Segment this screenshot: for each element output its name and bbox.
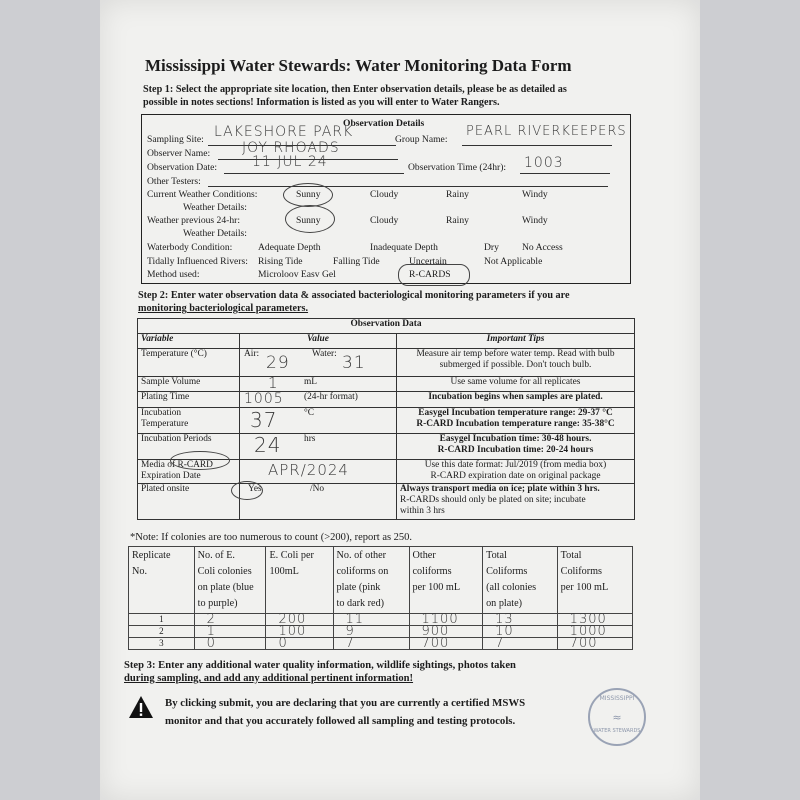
temperature-label: Temperature (°C) (138, 349, 240, 377)
yes-circle (231, 481, 263, 500)
weather-option-windy[interactable]: Windy (522, 189, 548, 200)
replicate-cell[interactable]: 100 (266, 626, 333, 638)
plating-time-cell[interactable] (240, 392, 397, 408)
replicates-header-6-line-2: per 100 mL (560, 582, 609, 593)
tidal-option-rising[interactable]: Rising Tide (258, 256, 303, 267)
replicates-header-1-line-2: on plate (blue (197, 582, 254, 593)
plating-time-tip: Incubation begins when samples are plated. (397, 392, 635, 408)
replicates-header-4-line-2: per 100 mL (412, 582, 461, 593)
incubation-period-unit: hrs (304, 434, 316, 444)
replicates-header-2-line-0: E. Coli per (269, 550, 314, 561)
replicates-header-0-line-0: Replicate (132, 550, 171, 561)
air-value[interactable]: 29 (266, 353, 290, 373)
rcards-circle (398, 264, 470, 286)
form-title: Mississippi Water Stewards: Water Monitoring Data Form (145, 56, 572, 75)
replicate-cell[interactable]: 7 (483, 638, 558, 650)
replicate-cell[interactable]: 200 (266, 614, 333, 626)
tidal-option-falling[interactable]: Falling Tide (333, 256, 380, 267)
media-expiration-cell[interactable] (240, 460, 397, 484)
seal-bottom-text: WATER STEWARDS (593, 728, 641, 734)
replicates-header-5-line-2: (all colonies (486, 582, 537, 593)
observation-time-value[interactable]: 1003 (524, 155, 564, 171)
incubation-period-value[interactable]: 24 (254, 433, 282, 457)
replicate-cell[interactable]: 1 (194, 626, 266, 638)
col-tips: Important Tips (397, 334, 635, 349)
incubation-period-label: Incubation Periods (138, 434, 240, 460)
replicates-header-0 (129, 547, 195, 614)
rcard-circle (170, 451, 230, 470)
replicate-number: 2 (129, 626, 195, 638)
replicates-header-5-line-0: Total (486, 550, 507, 561)
media-expiration-label-line1: Media of R-CARD (141, 460, 213, 470)
declaration-line1: By clicking submit, you are declaring that you are currently a certified MSWS (165, 697, 526, 709)
replicate-cell[interactable]: 13 (483, 614, 558, 626)
sample-volume-label: Sample Volume (138, 377, 240, 392)
plating-time-value[interactable]: 1005 (244, 391, 284, 407)
replicate-cell[interactable]: 9 (333, 626, 409, 638)
step1-instruction-line1: Step 1: Select the appropriate site location, then Enter observation details, please be as detailed as (143, 84, 567, 95)
incubation-period-tip-line2: R-CARD Incubation time: 20-24 hours (437, 445, 594, 455)
replicate-cell[interactable]: 0 (194, 638, 266, 650)
observation-date-label: Observation Date: (147, 162, 218, 173)
waterbody-option-no-access[interactable]: No Access (522, 242, 563, 253)
replicate-cell[interactable]: 900 (409, 626, 483, 638)
plated-onsite-label: Plated onsite (138, 484, 240, 520)
replicate-cell[interactable]: 10 (483, 626, 558, 638)
table-row (129, 638, 633, 650)
method-option-easygel[interactable]: Microloov Easv Gel (258, 269, 336, 280)
weather-details-label: Weather Details: (183, 202, 247, 213)
replicate-cell[interactable]: 11 (333, 614, 409, 626)
temperature-cell[interactable] (240, 349, 397, 377)
media-expiration-value[interactable]: APR/2024 (268, 461, 349, 479)
prev-weather-option-sunny[interactable]: Sunny (296, 215, 321, 226)
msws-seal-stamp (588, 688, 646, 746)
incubation-period-cell[interactable] (240, 434, 397, 460)
plating-time-unit: (24-hr format) (304, 392, 358, 402)
method-label: Method used: (147, 269, 200, 280)
plating-time-label: Plating Time (138, 392, 240, 408)
sample-volume-unit: mL (304, 377, 318, 387)
seal-top-text: MISSISSIPPI (599, 695, 635, 702)
seal-wave-icon: ≈ (612, 711, 622, 724)
water-label: Water: (312, 349, 337, 359)
replicates-header-4 (409, 547, 483, 614)
observer-name-label: Observer Name: (147, 148, 211, 159)
step1-instruction-line2: possible in notes sections! Information is listed as you will enter to Water Rangers. (143, 97, 500, 108)
col-value: Value (240, 334, 397, 349)
replicates-header-3 (333, 547, 409, 614)
waterbody-option-dry[interactable]: Dry (484, 242, 499, 253)
sampling-site-label: Sampling Site: (147, 134, 204, 145)
col-variable: Variable (138, 334, 240, 349)
media-expiration-label-line2: Expiration Date (141, 471, 201, 481)
incubation-temp-label-line2: Temperature (141, 419, 189, 429)
replicates-header-4-line-1: coliforms (412, 566, 452, 577)
incubation-temp-cell[interactable] (240, 408, 397, 434)
replicates-header-4-line-0: Other (412, 550, 436, 561)
declaration-line2: monitor and that you accurately followed all sampling and testing protocols. (165, 715, 516, 727)
plated-tip-line2: R-CARDs should only be plated on site; incubate (400, 495, 586, 505)
incubation-temp-unit: °C (304, 408, 315, 418)
replicate-cell[interactable]: 1300 (557, 614, 632, 626)
current-weather-label: Current Weather Conditions: (147, 189, 258, 200)
weather-details-label-2: Weather Details: (183, 228, 247, 239)
table-row (129, 626, 633, 638)
water-value[interactable]: 31 (342, 353, 366, 373)
plated-tip-line3: within 3 hrs (400, 506, 445, 516)
sampling-site-value[interactable]: LAKESHORE PARK (214, 124, 354, 140)
replicates-header-6-line-0: Total (560, 550, 582, 561)
replicates-header-2 (266, 547, 333, 614)
incubation-temp-tip-line1: Easygel Incubation temperature range: 29-37 °C (418, 408, 613, 418)
waterbody-option-adequate[interactable]: Adequate Depth (258, 242, 321, 253)
tidal-option-not-applicable[interactable]: Not Applicable (484, 256, 543, 267)
step2-instruction-line2: monitoring bacteriological parameters. (138, 303, 309, 314)
observation-time-label: Observation Time (24hr): (408, 162, 507, 173)
observation-date-value[interactable]: 11 JUL 24 (252, 154, 328, 170)
step2-instruction-line1: Step 2: Enter water observation data & associated bacteriological monitoring parameters if you are (138, 290, 570, 301)
replicates-header-2-line-1: 100mL (269, 566, 299, 577)
replicates-header-6 (557, 547, 632, 614)
observer-name-value[interactable]: JOY RHOADS (242, 140, 340, 156)
replicate-cell[interactable]: 0 (266, 638, 333, 650)
replicates-header-1-line-3: to purple) (197, 598, 238, 609)
replicates-header-3-line-3: to dark red) (336, 598, 385, 609)
replicates-header-5-line-1: Coliforms (486, 566, 528, 577)
replicates-header-6-line-1: Coliforms (560, 566, 602, 577)
replicate-cell[interactable]: 700 (557, 638, 632, 650)
sample-volume-tip: Use same volume for all replicates (397, 377, 635, 392)
sunny-previous-circle (285, 205, 335, 233)
incubation-temp-tip-line2: R-CARD Incubation temperature range: 35-38°C (416, 419, 615, 429)
weather-option-cloudy[interactable]: Cloudy (370, 189, 399, 200)
group-name-label: Group Name: (395, 134, 448, 145)
observation-details-heading: Observation Details (343, 118, 425, 129)
weather-option-rainy[interactable]: Rainy (446, 189, 469, 200)
incubation-period-tip-line1: Easygel Incubation time: 30-48 hours. (439, 434, 592, 444)
tidal-option-uncertain[interactable]: Uncertain (409, 256, 447, 267)
replicates-header-3-line-2: plate (pink (336, 582, 381, 593)
media-expiration-tip-line1: Use this date format: Jul/2019 (from media box) (424, 460, 607, 470)
replicate-cell[interactable]: 2 (194, 614, 266, 626)
weather-previous-label: Weather previous 24-hr: (147, 215, 240, 226)
incubation-temp-tip (397, 408, 635, 434)
observation-data-table (137, 318, 635, 520)
waterbody-condition-label: Waterbody Condition: (147, 242, 233, 253)
waterbody-option-inadequate[interactable]: Inadequate Depth (370, 242, 438, 253)
plated-yes[interactable]: Yes (248, 484, 262, 494)
incubation-temp-label (138, 408, 240, 434)
media-expiration-tip-line2: R-CARD expiration date on original package (430, 471, 601, 481)
sunny-current-circle (283, 183, 333, 207)
plated-tip-line1: Always transport media on ice; plate within 3 hrs. (400, 484, 600, 494)
plated-onsite-cell[interactable] (240, 484, 397, 520)
replicates-table (128, 546, 633, 650)
step3-instruction-line2: during sampling, and add any additional pertinent information! (124, 673, 414, 684)
replicate-number: 3 (129, 638, 195, 650)
prev-weather-option-cloudy[interactable]: Cloudy (370, 215, 399, 226)
colonies-note: *Note: If colonies are too numerous to count (>200), report as 250. (130, 532, 413, 543)
replicates-header-1-line-1: Coli colonies (197, 566, 252, 577)
prev-weather-option-windy[interactable]: Windy (522, 215, 548, 226)
replicate-cell[interactable]: 700 (409, 638, 483, 650)
plated-no[interactable]: /No (310, 484, 325, 494)
media-expiration-tip (397, 460, 635, 484)
replicate-number: 1 (129, 614, 195, 626)
other-testers-label: Other Testers: (147, 176, 201, 187)
replicates-header-0-line-1: No. (132, 566, 147, 577)
replicates-header-row (129, 547, 633, 614)
incubation-temp-value[interactable]: 37 (250, 408, 278, 432)
replicates-header-1-line-0: No. of E. (197, 550, 235, 561)
table-row (129, 614, 633, 626)
temperature-tip: Measure air temp before water temp. Read with bulb submerged if possible. Don't touch bulb. (397, 349, 635, 377)
replicates-header-5 (483, 547, 558, 614)
replicate-cell[interactable]: 1100 (409, 614, 483, 626)
replicates-header-3-line-1: coliforms on (336, 566, 389, 577)
sample-volume-value[interactable]: 1 (268, 374, 279, 392)
air-label: Air: (244, 349, 260, 359)
tidal-label: Tidally Influenced Rivers: (147, 256, 248, 267)
method-option-rcards[interactable]: R-CARDS (409, 269, 451, 280)
replicates-header-5-line-3: on plate) (486, 598, 523, 609)
incubation-period-tip (397, 434, 635, 460)
plated-onsite-tip (397, 484, 635, 520)
replicate-cell[interactable]: 1000 (557, 626, 632, 638)
replicates-header-3-line-0: No. of other (336, 550, 387, 561)
observation-data-heading: Observation Data (138, 319, 635, 334)
sample-volume-cell[interactable] (240, 374, 397, 392)
weather-option-sunny[interactable]: Sunny (296, 189, 321, 200)
group-name-value[interactable]: PEARL RIVERKEEPERS (466, 124, 627, 139)
step3-instruction-line1: Step 3: Enter any additional water quality information, wildlife sightings, photos taken (124, 660, 516, 671)
replicates-header-1 (194, 547, 266, 614)
incubation-temp-label-line1: Incubation (141, 408, 182, 418)
prev-weather-option-rainy[interactable]: Rainy (446, 215, 469, 226)
warning-icon (128, 695, 154, 719)
replicate-cell[interactable]: 7 (333, 638, 409, 650)
